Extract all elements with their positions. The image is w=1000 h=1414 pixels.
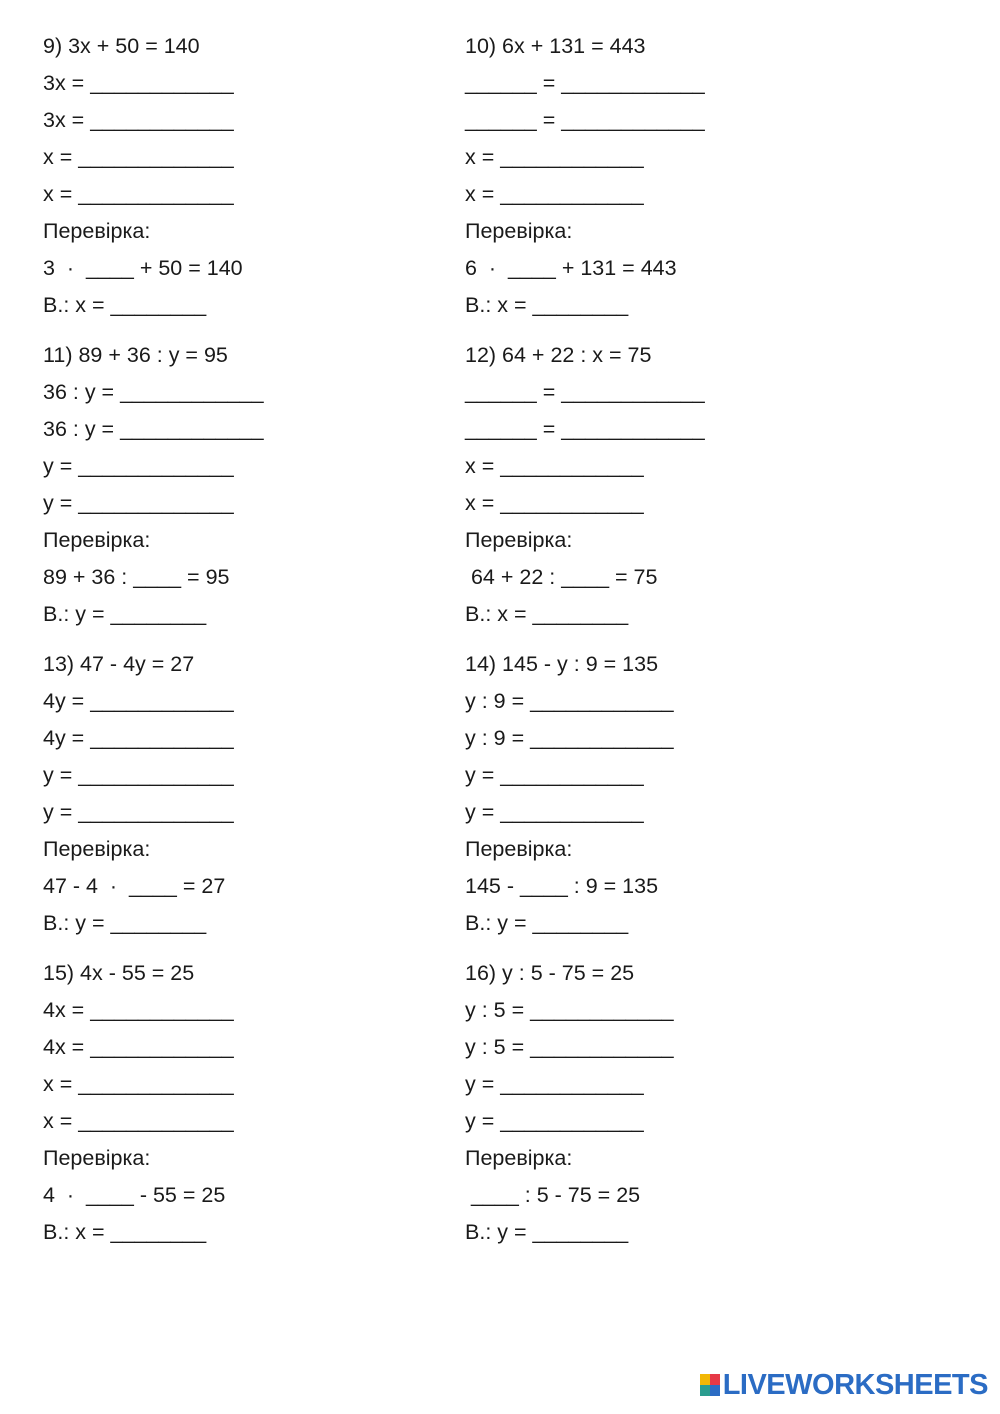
work-line: 3x = ____________ <box>43 71 234 95</box>
check-line: 6 · ____ + 131 = 443 <box>465 256 677 280</box>
liveworksheets-logo <box>700 1370 988 1400</box>
work-line: x = _____________ <box>43 145 234 169</box>
work-line: y = _____________ <box>43 454 234 478</box>
answer-line: В.: y = ________ <box>43 602 207 626</box>
check-line: 3 · ____ + 50 = 140 <box>43 256 243 280</box>
answer-line: В.: x = ________ <box>465 602 629 626</box>
answer-line: В.: x = ________ <box>43 293 207 317</box>
answer-line: В.: x = ________ <box>465 293 629 317</box>
work-line: y : 9 = ____________ <box>465 726 674 750</box>
check-label: Перевірка: <box>43 219 151 243</box>
work-line: x = _____________ <box>43 1109 234 1133</box>
work-line: y = ____________ <box>465 763 644 787</box>
work-line: 4x = ____________ <box>43 998 234 1022</box>
exercise-block <box>43 337 264 646</box>
check-label: Перевірка: <box>465 528 573 552</box>
answer-line: В.: y = ________ <box>465 1220 629 1244</box>
work-line: x = _____________ <box>43 1072 234 1096</box>
exercise-block <box>465 646 705 955</box>
work-line: ______ = ____________ <box>465 108 705 132</box>
answer-line: В.: y = ________ <box>43 911 207 935</box>
check-label: Перевірка: <box>43 528 151 552</box>
work-line: x = _____________ <box>43 182 234 206</box>
work-line: 4y = ____________ <box>43 726 234 750</box>
exercise-block <box>465 955 705 1264</box>
work-line: ______ = ____________ <box>465 380 705 404</box>
work-line: x = ____________ <box>465 491 644 515</box>
check-line: 145 - ____ : 9 = 135 <box>465 874 659 898</box>
work-line: y : 5 = ____________ <box>465 998 674 1022</box>
equation-title: 15) 4x - 55 = 25 <box>43 961 195 985</box>
work-line: 36 : y = ____________ <box>43 380 264 404</box>
check-line: 4 · ____ - 55 = 25 <box>43 1183 226 1207</box>
check-label: Перевірка: <box>465 837 573 861</box>
brand-text: LIVEWORKSHEETS <box>722 1368 988 1401</box>
equation-title: 11) 89 + 36 : y = 95 <box>43 343 228 367</box>
work-line: x = ____________ <box>465 454 644 478</box>
work-line: y = _____________ <box>43 800 234 824</box>
work-line: x = ____________ <box>465 182 644 206</box>
work-line: y = _____________ <box>43 491 234 515</box>
work-line: ______ = ____________ <box>465 71 705 95</box>
right-column <box>465 28 705 1264</box>
equation-title: 9) 3x + 50 = 140 <box>43 34 200 58</box>
check-label: Перевірка: <box>43 837 151 861</box>
work-line: 36 : y = ____________ <box>43 417 264 441</box>
equation-title: 10) 6x + 131 = 443 <box>465 34 646 58</box>
exercise-block <box>465 337 705 646</box>
equation-title: 16) y : 5 - 75 = 25 <box>465 961 635 985</box>
check-line: 64 + 22 : ____ = 75 <box>465 565 658 589</box>
check-line: 89 + 36 : ____ = 95 <box>43 565 230 589</box>
exercise-block <box>43 955 264 1264</box>
exercise-block <box>43 646 264 955</box>
work-line: y = ____________ <box>465 800 644 824</box>
check-label: Перевірка: <box>465 219 573 243</box>
work-line: ______ = ____________ <box>465 417 705 441</box>
logo-icon <box>700 1374 720 1396</box>
check-line: 47 - 4 · ____ = 27 <box>43 874 226 898</box>
work-line: y = ____________ <box>465 1109 644 1133</box>
work-line: x = ____________ <box>465 145 644 169</box>
work-line: 4y = ____________ <box>43 689 234 713</box>
work-line: y : 5 = ____________ <box>465 1035 674 1059</box>
exercise-block <box>465 28 705 337</box>
check-label: Перевірка: <box>43 1146 151 1170</box>
work-line: y = _____________ <box>43 763 234 787</box>
work-line: 4x = ____________ <box>43 1035 234 1059</box>
answer-line: В.: y = ________ <box>465 911 629 935</box>
check-line: ____ : 5 - 75 = 25 <box>465 1183 641 1207</box>
equation-title: 12) 64 + 22 : x = 75 <box>465 343 652 367</box>
work-line: y = ____________ <box>465 1072 644 1096</box>
equation-title: 14) 145 - y : 9 = 135 <box>465 652 659 676</box>
work-line: 3x = ____________ <box>43 108 234 132</box>
left-column <box>43 28 264 1264</box>
work-line: y : 9 = ____________ <box>465 689 674 713</box>
equation-title: 13) 47 - 4y = 27 <box>43 652 195 676</box>
answer-line: В.: x = ________ <box>43 1220 207 1244</box>
exercise-block <box>43 28 264 337</box>
check-label: Перевірка: <box>465 1146 573 1170</box>
